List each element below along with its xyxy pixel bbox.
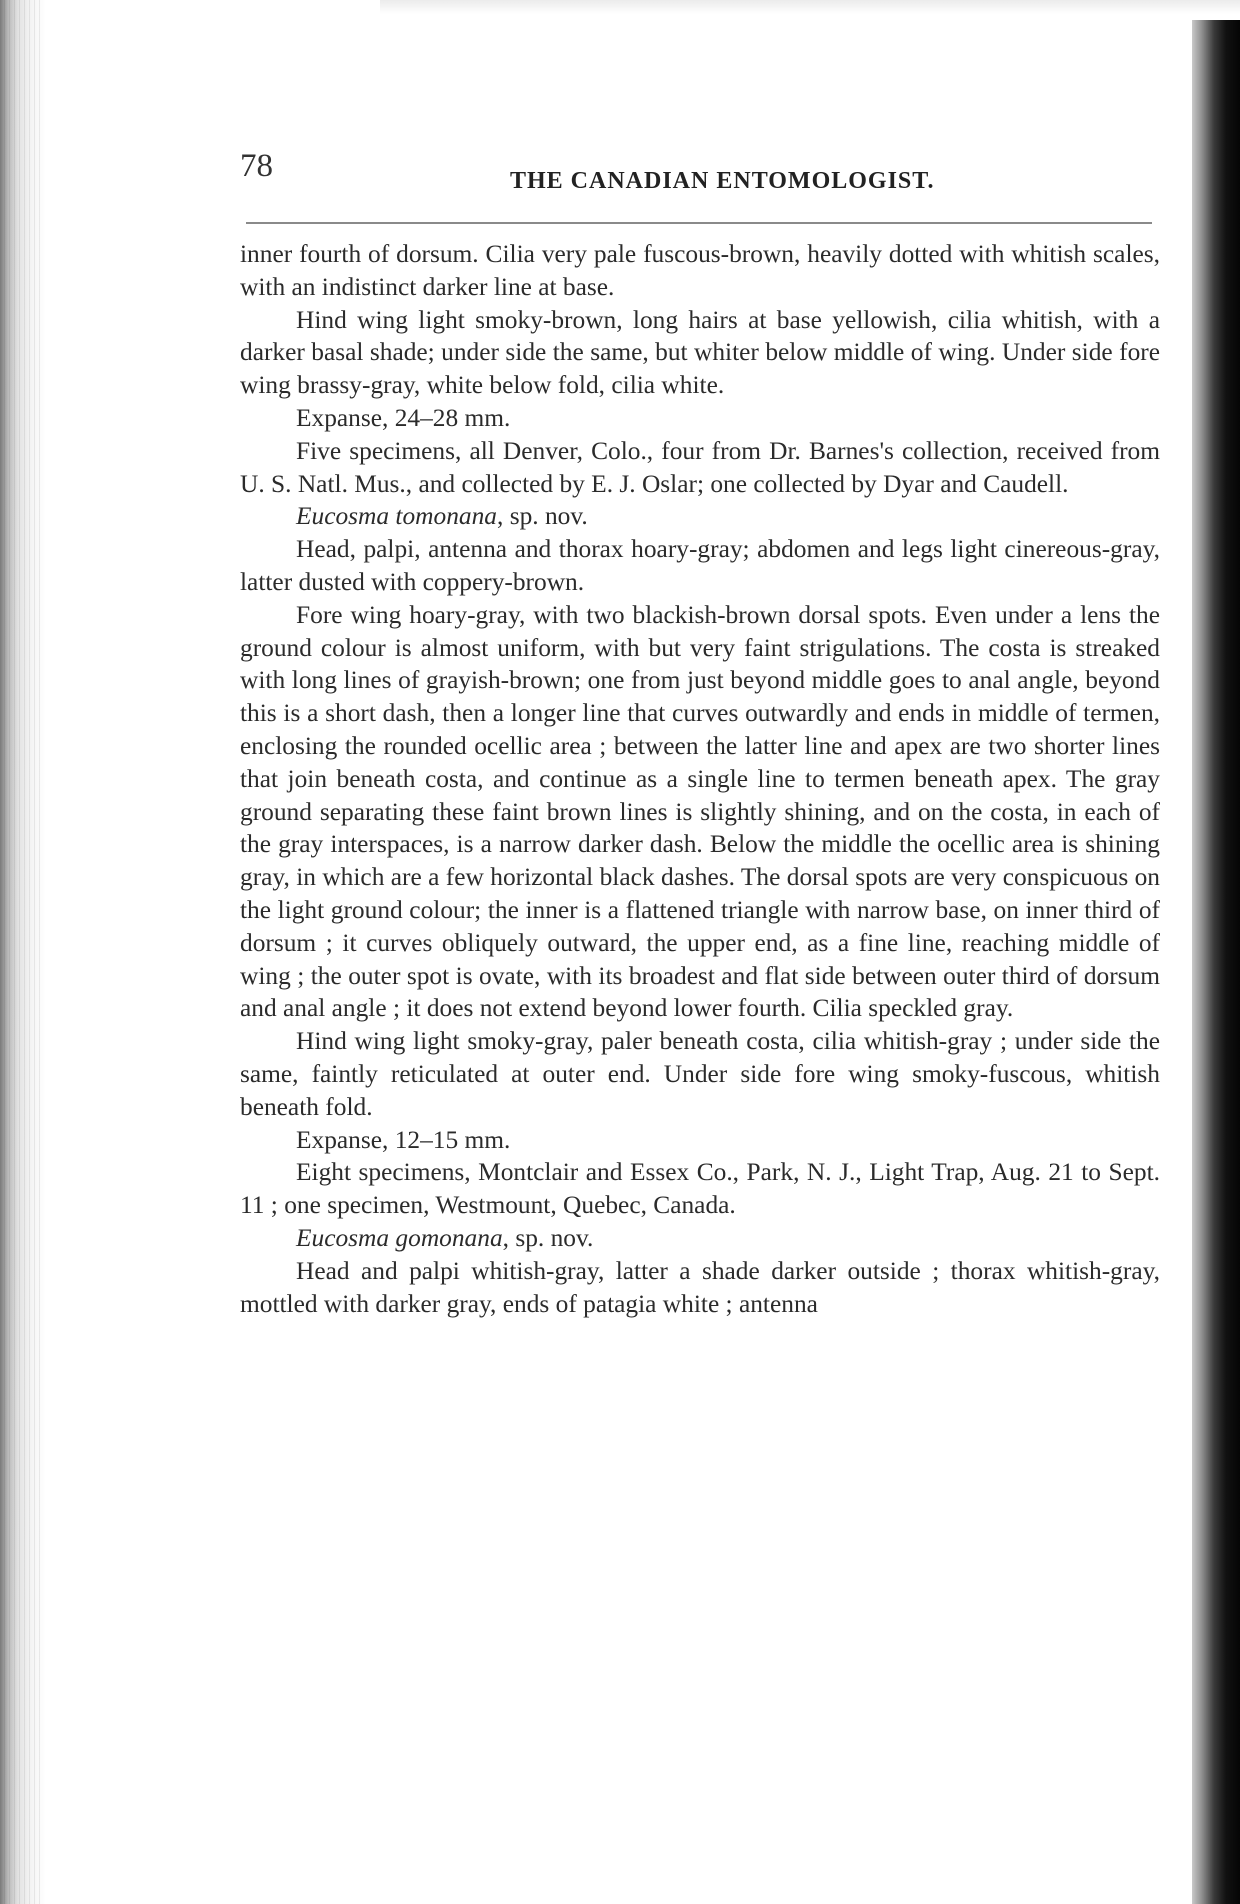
page-number: 78 (240, 148, 273, 184)
paragraph-hind-wing: Hind wing light smoky-gray, paler beneath costa, cilia whitish-gray ; under side the same, faintly reticulated at outer end. Under side fore wing smoky-fuscous, whitish beneath fold. (240, 1027, 1160, 1121)
page-stack-lines (4, 0, 44, 1904)
species-heading (240, 1222, 1160, 1255)
header-rule (246, 222, 1152, 224)
species-name: Eucosma tomonana (296, 502, 497, 531)
paragraph-fore-wing: Fore wing hoary-gray, with two blackish-brown dorsal spots. Even under a lens the ground colour is almost uniform, with but very faint strigulations. The costa is streaked with long lines of grayish-brown; one from just beyond middle goes to anal angle, beyond this is a short dash, then a longer line that curves outwardly and ends in middle of termen, enclosing the rounded ocellic area ; between the latter line and apex are two shorter lines that join beneath costa, and continue as a single line to termen beneath apex. The gray ground separating these faint brown lines is slightly shining, and on the costa, in each of the gray interspaces, is a narrow darker dash. Below the middle the ocellic area is shining gray, in which are a few horizontal black dashes. The dorsal spots are very conspicuous on the light ground colour; the inner is a flattened triangle with narrow base, on inner third of dorsum ; it curves obliquely outward, the upper end, as a fine line, reaching middle of wing ; the outer spot is ovate, with its broadest and flat side between outer third of dorsum and anal angle ; it does not extend beyond lower fourth. Cilia speckled gray. (240, 600, 1160, 1023)
paragraph-head: Head and palpi whitish-gray, latter a shade darker outside ; thorax whitish-gray, mottled with darker gray, ends of patagia white ; antenna (240, 1256, 1160, 1318)
paragraph-expanse: Expanse, 24–28 mm. (296, 403, 511, 432)
book-page (226, 148, 1166, 1318)
page-body (240, 238, 1160, 1320)
species-suffix: , sp. nov. (497, 502, 588, 531)
paragraph-specimens: Eight specimens, Montclair and Essex Co., Park, N. J., Light Trap, Aug. 21 to Sept. 11 ; one specimen, Westmount, Quebec, Canada. (240, 1158, 1160, 1220)
species-name: Eucosma gomonana (296, 1223, 503, 1252)
top-edge-shadow (380, 0, 1240, 14)
paragraph-specimens: Five specimens, all Denver, Colo., four from Dr. Barnes's collection, received from U. S. Natl. Mus., and collected by E. J. Oslar; one collected by Dyar and Caudell. (240, 436, 1160, 498)
paragraph-head: Head, palpi, antenna and thorax hoary-gray; abdomen and legs light cinereous-gray, latter dusted with coppery-brown. (240, 535, 1160, 596)
paragraph-expanse: Expanse, 12–15 mm. (296, 1125, 511, 1154)
paragraph-continuation: inner fourth of dorsum. Cilia very pale fuscous-brown, heavily dotted with whitish scales, with an indistinct darker line at base. (240, 240, 1160, 301)
book-edge-right (1192, 20, 1240, 1904)
species-heading (240, 500, 1160, 533)
species-suffix: , sp. nov. (502, 1223, 594, 1252)
page-header (226, 148, 1166, 198)
running-head: THE CANADIAN ENTOMOLOGIST. (510, 168, 935, 194)
paragraph-hind-wing: Hind wing light smoky-brown, long hairs at base yellowish, cilia whitish, with a darker basal shade; under side the same, but whiter below middle of wing. Under side fore wing brassy-gray, white below fold, cilia white. (240, 305, 1160, 400)
